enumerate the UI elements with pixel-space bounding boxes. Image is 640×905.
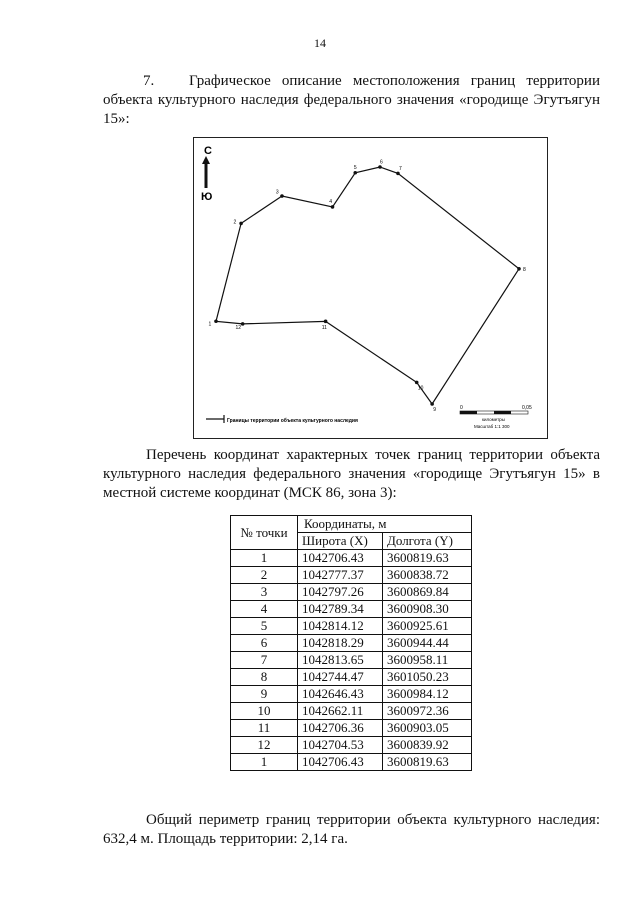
header-lon: Долгота (Y): [383, 533, 472, 550]
cell-lon: 3600972.36: [383, 703, 472, 720]
cell-point: 12: [231, 737, 298, 754]
boundary-point: [353, 171, 357, 175]
cell-lat: 1042797.26: [298, 584, 383, 601]
page-number: 14: [314, 36, 326, 50]
point-label: 11: [321, 325, 327, 331]
cell-point: 4: [231, 601, 298, 618]
scale-unit: километры: [482, 417, 505, 422]
cell-lon: 3600925.61: [383, 618, 472, 635]
boundary-polygon-layer: [209, 159, 527, 413]
table-row: [231, 652, 472, 669]
table-row: [231, 720, 472, 737]
cell-point: 8: [231, 669, 298, 686]
table-row: [231, 737, 472, 754]
legend-text: Границы территории объекта культурного наследия: [227, 418, 358, 424]
table-row: [231, 618, 472, 635]
boundary-point: [214, 319, 218, 323]
scale-end: 0,05: [522, 405, 532, 411]
cell-lon: 3600819.63: [383, 550, 472, 567]
table-row: [231, 754, 472, 771]
point-label: 1: [208, 321, 212, 328]
cell-point: 10: [231, 703, 298, 720]
boundary-point: [239, 222, 243, 226]
boundary-point: [241, 322, 245, 326]
cell-lat: 1042814.12: [298, 618, 383, 635]
cell-point: 7: [231, 652, 298, 669]
table-row: [231, 584, 472, 601]
scale-bar-segment: [494, 411, 511, 414]
cell-point: 6: [231, 635, 298, 652]
point-label: 4: [329, 199, 332, 206]
point-label: 3: [275, 189, 279, 196]
cell-point: 2: [231, 567, 298, 584]
cell-lat: 1042662.11: [298, 703, 383, 720]
section-heading: [103, 72, 600, 129]
header-lat: Широта (X): [298, 533, 383, 550]
cell-point: 3: [231, 584, 298, 601]
cell-point: 5: [231, 618, 298, 635]
cell-lat: 1042706.43: [298, 754, 383, 771]
cell-point: 1: [231, 754, 298, 771]
cell-lon: 3600984.12: [383, 686, 472, 703]
table-row: [231, 601, 472, 618]
coordinates-table-body: [231, 550, 472, 771]
boundary-map-canvas: [194, 138, 547, 438]
point-label: 6: [380, 159, 383, 166]
boundary-polygon: [216, 164, 519, 404]
scale-start: 0: [460, 405, 463, 411]
cell-lon: 3600839.92: [383, 737, 472, 754]
cell-lat: 1042813.65: [298, 652, 383, 669]
cell-lon: 3600908.30: [383, 601, 472, 618]
cell-lat: 1042706.43: [298, 550, 383, 567]
cell-lon: 3600903.05: [383, 720, 472, 737]
coordinates-table: [230, 515, 472, 771]
boundary-map: [193, 137, 548, 439]
north-label: С: [204, 145, 212, 157]
cell-lon: 3600944.44: [383, 635, 472, 652]
cell-point: 1: [231, 550, 298, 567]
table-row: [231, 550, 472, 567]
table-row: [231, 703, 472, 720]
boundary-point: [415, 381, 419, 385]
cell-lat: 1042706.36: [298, 720, 383, 737]
cell-lon: 3601050.23: [383, 669, 472, 686]
boundary-point: [324, 320, 328, 324]
cell-lon: 3600869.84: [383, 584, 472, 601]
boundary-point: [517, 267, 521, 271]
cell-point: 9: [231, 686, 298, 703]
boundary-point: [280, 194, 284, 198]
point-label: 10: [417, 385, 424, 392]
north-arrow-head: [202, 156, 210, 164]
cell-lon: 3600838.72: [383, 567, 472, 584]
section-title: Графическое описание местоположения границ территории объекта культурного наследия федерального значения «городище Эгутъягун 15»:: [103, 73, 600, 127]
cell-lat: 1042818.29: [298, 635, 383, 652]
boundary-point: [331, 205, 335, 209]
header-point: № точки: [231, 516, 298, 550]
cell-lon: 3600819.63: [383, 754, 472, 771]
boundary-point: [430, 402, 434, 406]
boundary-point: [378, 165, 382, 169]
point-label: 8: [523, 267, 526, 273]
cell-lat: 1042789.34: [298, 601, 383, 618]
cell-lat: 1042744.47: [298, 669, 383, 686]
point-label: 7: [399, 166, 402, 173]
point-label: 12: [235, 324, 242, 331]
point-label: 9: [433, 407, 437, 414]
table-row: [231, 567, 472, 584]
scale-bar-segment: [460, 411, 477, 414]
coords-intro: Перечень координат характерных точек границ территории объекта культурного наследия федерального значения «городище Эгутъягун 15» в местной системе координат (МСК 86, зона 3):: [103, 447, 600, 501]
table-header-row: [231, 516, 472, 533]
cell-lat: 1042704.53: [298, 737, 383, 754]
cell-lat: 1042646.43: [298, 686, 383, 703]
header-coords: Координаты, м: [298, 516, 472, 533]
scale-text: Масштаб 1:1 300: [474, 424, 510, 429]
cell-point: 11: [231, 720, 298, 737]
table-row: [231, 635, 472, 652]
section-number: 7.: [143, 73, 155, 89]
cell-lat: 1042777.37: [298, 567, 383, 584]
cell-lon: 3600958.11: [383, 652, 472, 669]
table-row: [231, 669, 472, 686]
summary-text: Общий периметр границ территории объекта культурного наследия: 632,4 м. Площадь территории: 2,14 га.: [103, 812, 600, 847]
point-label: 2: [233, 219, 237, 226]
point-label: 5: [353, 164, 357, 171]
south-label: Ю: [201, 191, 213, 203]
table-row: [231, 686, 472, 703]
